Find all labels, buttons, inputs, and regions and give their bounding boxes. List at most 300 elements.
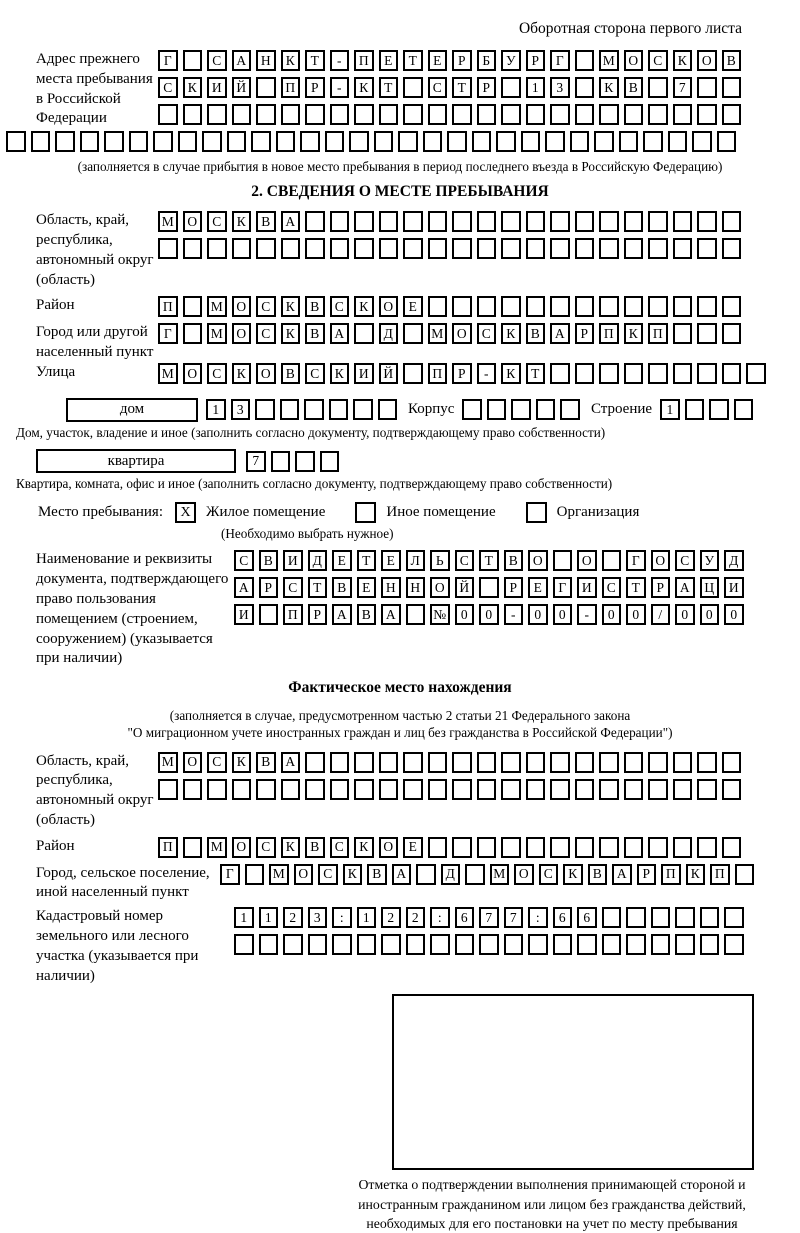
char-cell [599, 238, 619, 259]
char-cell [183, 50, 203, 71]
char-cell [305, 104, 325, 125]
char-cell [232, 779, 252, 800]
char-cell [330, 238, 350, 259]
char-cell [501, 211, 521, 232]
char-cell [280, 399, 300, 420]
city-row [158, 323, 794, 344]
char-cell: С [305, 363, 325, 384]
char-cell: Б [477, 50, 497, 71]
char-cell: 1 [259, 907, 279, 928]
char-cell: Е [332, 550, 352, 571]
char-cell: М [207, 323, 227, 344]
char-cell [550, 363, 570, 384]
char-cell: 1 [234, 907, 254, 928]
char-cell: М [428, 323, 448, 344]
char-cell [300, 131, 320, 152]
char-cell: Т [626, 577, 646, 598]
char-cell [648, 837, 668, 858]
char-cell: Й [232, 77, 252, 98]
char-cell: Е [428, 50, 448, 71]
char-cell: К [281, 50, 301, 71]
char-cell [353, 399, 373, 420]
char-cell: К [343, 864, 363, 885]
char-cell: О [577, 550, 597, 571]
char-cell: Г [553, 577, 573, 598]
char-cell [501, 104, 521, 125]
char-cell [624, 752, 644, 773]
char-cell [403, 238, 423, 259]
char-cell: М [158, 211, 178, 232]
char-cell [256, 77, 276, 98]
char-cell: С [539, 864, 559, 885]
char-cell [697, 323, 717, 344]
char-cell: М [269, 864, 289, 885]
char-cell: Р [651, 577, 671, 598]
char-cell [550, 837, 570, 858]
char-cell [354, 238, 374, 259]
char-cell [526, 752, 546, 773]
char-cell [423, 131, 443, 152]
char-cell [256, 238, 276, 259]
char-cell [575, 50, 595, 71]
char-cell [202, 131, 222, 152]
char-cell [550, 752, 570, 773]
char-cell: П [158, 296, 178, 317]
char-cell [325, 131, 345, 152]
char-cell [550, 296, 570, 317]
char-cell [734, 399, 754, 420]
char-cell: 0 [528, 604, 548, 625]
char-cell [305, 211, 325, 232]
actual-location-caption-2: "О миграционном учете иностранных граждан и лиц без гражданства в Российской Федерации") [127, 725, 673, 741]
char-cell [462, 399, 482, 420]
char-cell [354, 211, 374, 232]
char-cell [501, 837, 521, 858]
char-cell [271, 451, 291, 472]
char-cell: У [700, 550, 720, 571]
char-cell [305, 779, 325, 800]
char-cell [354, 752, 374, 773]
stay-type-option-organization: Организация [556, 504, 640, 521]
char-cell [648, 211, 668, 232]
char-cell [477, 104, 497, 125]
char-cell [452, 779, 472, 800]
char-cell [673, 837, 693, 858]
char-cell [526, 104, 546, 125]
char-cell [501, 238, 521, 259]
char-cell [599, 211, 619, 232]
char-cell [697, 104, 717, 125]
char-cell [330, 752, 350, 773]
char-cell [722, 323, 742, 344]
char-cell: Н [406, 577, 426, 598]
char-cell [207, 104, 227, 125]
char-cell: О [528, 550, 548, 571]
house-row [66, 398, 794, 422]
page-side-note: Оборотная сторона первого листа [518, 20, 742, 37]
char-cell: 1 [660, 399, 680, 420]
char-cell: Д [308, 550, 328, 571]
char-cell [80, 131, 100, 152]
char-cell: Т [379, 77, 399, 98]
char-cell [624, 104, 644, 125]
char-cell [673, 296, 693, 317]
char-cell [477, 779, 497, 800]
char-cell [697, 211, 717, 232]
char-cell: В [504, 550, 524, 571]
char-cell [320, 451, 340, 472]
char-cell [403, 363, 423, 384]
actual-city-label: Город, сельское поселение, иной населенный пункт [36, 864, 210, 901]
char-cell [330, 779, 350, 800]
char-cell [452, 238, 472, 259]
char-cell: С [330, 296, 350, 317]
char-cell: О [294, 864, 314, 885]
char-cell [697, 752, 717, 773]
char-cell: В [526, 323, 546, 344]
actual-district-block [6, 837, 794, 864]
stroenie-cells [660, 399, 758, 420]
char-cell: О [183, 363, 203, 384]
char-cell [673, 752, 693, 773]
char-cell: Р [575, 323, 595, 344]
city-label: Город или другой населенный пункт [36, 324, 154, 361]
char-cell [700, 934, 720, 955]
char-cell: Р [526, 50, 546, 71]
char-cell [709, 399, 729, 420]
char-cell [521, 131, 541, 152]
char-cell: С [207, 50, 227, 71]
char-cell [158, 238, 178, 259]
char-cell [735, 864, 755, 885]
char-cell [594, 131, 614, 152]
char-cell [245, 864, 265, 885]
char-cell: 2 [406, 907, 426, 928]
char-cell [697, 363, 717, 384]
char-cell: О [452, 323, 472, 344]
char-cell [577, 934, 597, 955]
char-cell [428, 837, 448, 858]
char-cell [501, 752, 521, 773]
char-cell: О [624, 50, 644, 71]
char-cell [722, 238, 742, 259]
char-cell [55, 131, 75, 152]
char-cell [624, 363, 644, 384]
char-cell: И [577, 577, 597, 598]
char-cell [511, 399, 531, 420]
char-cell [452, 752, 472, 773]
char-cell: С [207, 752, 227, 773]
char-cell [624, 296, 644, 317]
prev-address-row-1 [158, 50, 794, 71]
char-cell: П [281, 77, 301, 98]
char-cell: 3 [231, 399, 251, 420]
char-cell [430, 934, 450, 955]
char-cell: П [599, 323, 619, 344]
char-cell [570, 131, 590, 152]
char-cell: 7 [246, 451, 266, 472]
actual-city-row [220, 864, 794, 885]
char-cell: В [332, 577, 352, 598]
char-cell [479, 934, 499, 955]
char-cell [526, 211, 546, 232]
char-cell [673, 779, 693, 800]
stay-type-checkbox-residential: X [175, 502, 196, 523]
char-cell [477, 752, 497, 773]
char-cell: О [514, 864, 534, 885]
char-cell [599, 752, 619, 773]
char-cell [575, 77, 595, 98]
prev-address-row-3 [158, 104, 794, 125]
char-cell [700, 907, 720, 928]
char-cell: К [354, 837, 374, 858]
char-cell: В [357, 604, 377, 625]
char-cell [379, 752, 399, 773]
char-cell [626, 907, 646, 928]
char-cell [501, 779, 521, 800]
char-cell: С [602, 577, 622, 598]
char-cell [6, 131, 26, 152]
char-cell [259, 934, 279, 955]
char-cell [428, 211, 448, 232]
char-cell [504, 934, 524, 955]
char-cell: К [281, 837, 301, 858]
char-cell [183, 104, 203, 125]
char-cell [357, 934, 377, 955]
district-row [158, 296, 794, 317]
actual-region-label: Область, край, республика, автономный округ (область) [36, 752, 154, 828]
city-block [6, 323, 794, 363]
char-cell: С [256, 296, 276, 317]
char-cell [648, 363, 668, 384]
char-cell: В [259, 550, 279, 571]
char-cell: Р [504, 577, 524, 598]
char-cell: О [183, 752, 203, 773]
char-cell [332, 934, 352, 955]
stay-type-caption: (Необходимо выбрать нужное) [221, 526, 394, 542]
char-cell: 0 [553, 604, 573, 625]
char-cell: А [232, 50, 252, 71]
char-cell: К [501, 363, 521, 384]
korpus-cells [462, 399, 585, 420]
char-cell [379, 238, 399, 259]
char-cell [722, 211, 742, 232]
char-cell [675, 907, 695, 928]
char-cell [624, 211, 644, 232]
char-cell [602, 550, 622, 571]
char-cell: Й [455, 577, 475, 598]
char-cell: Н [381, 577, 401, 598]
char-cell [673, 211, 693, 232]
char-cell [717, 131, 737, 152]
char-cell [354, 323, 374, 344]
char-cell: М [490, 864, 510, 885]
house-cells [206, 399, 402, 420]
char-cell: Г [158, 50, 178, 71]
char-cell [232, 238, 252, 259]
apartment-field-box: квартира [36, 449, 236, 473]
char-cell: А [612, 864, 632, 885]
char-cell: К [673, 50, 693, 71]
char-cell: И [283, 550, 303, 571]
char-cell [207, 238, 227, 259]
char-cell [227, 131, 247, 152]
char-cell [378, 399, 398, 420]
actual-region-block [6, 752, 794, 831]
char-cell [379, 104, 399, 125]
char-cell: Д [379, 323, 399, 344]
char-cell [428, 104, 448, 125]
char-cell [722, 837, 742, 858]
char-cell [308, 934, 328, 955]
char-cell [452, 211, 472, 232]
char-cell: У [501, 50, 521, 71]
char-cell [697, 779, 717, 800]
char-cell [545, 131, 565, 152]
char-cell [599, 837, 619, 858]
char-cell [349, 131, 369, 152]
char-cell: А [330, 323, 350, 344]
prev-address-rows [158, 50, 794, 131]
char-cell [624, 779, 644, 800]
char-cell: Ь [430, 550, 450, 571]
char-cell: К [501, 323, 521, 344]
korpus-label: Корпус [408, 401, 455, 418]
char-cell: А [675, 577, 695, 598]
char-cell [259, 604, 279, 625]
char-cell: К [354, 296, 374, 317]
char-cell: Е [403, 837, 423, 858]
stroenie-label: Строение [590, 401, 653, 418]
char-cell [374, 131, 394, 152]
char-cell: М [207, 296, 227, 317]
char-cell [281, 104, 301, 125]
char-cell [428, 238, 448, 259]
char-cell [428, 296, 448, 317]
char-cell [178, 131, 198, 152]
char-cell [406, 604, 426, 625]
char-cell: 6 [455, 907, 475, 928]
char-cell: Д [724, 550, 744, 571]
char-cell [330, 211, 350, 232]
char-cell [305, 238, 325, 259]
document-row-1 [234, 550, 794, 571]
char-cell: : [528, 907, 548, 928]
char-cell: 2 [381, 907, 401, 928]
char-cell [599, 104, 619, 125]
char-cell: С [455, 550, 475, 571]
char-cell: В [305, 837, 325, 858]
char-cell [452, 296, 472, 317]
char-cell [560, 399, 580, 420]
char-cell [379, 211, 399, 232]
char-cell: В [281, 363, 301, 384]
region-row-1 [158, 211, 794, 232]
char-cell: А [392, 864, 412, 885]
char-cell: Е [379, 50, 399, 71]
char-cell [599, 779, 619, 800]
char-cell: В [624, 77, 644, 98]
char-cell [550, 211, 570, 232]
char-cell: О [232, 323, 252, 344]
stay-type-label: Место пребывания: [38, 504, 163, 521]
char-cell: Р [452, 50, 472, 71]
char-cell: К [330, 363, 350, 384]
char-cell: М [158, 363, 178, 384]
char-cell [398, 131, 418, 152]
char-cell [648, 296, 668, 317]
char-cell: / [651, 604, 671, 625]
apartment-caption: Квартира, комната, офис и иное (заполнить согласно документу, подтверждающему право собственности) [16, 476, 613, 492]
char-cell: С [207, 211, 227, 232]
char-cell: Т [526, 363, 546, 384]
prev-address-caption: (заполняется в случае прибытия в новое место пребывания в период последнего въезда в Российскую Федерацию) [77, 159, 723, 174]
char-cell: О [379, 837, 399, 858]
actual-location-title: Фактическое место нахождения [288, 679, 512, 697]
stay-type-checkbox-organization [526, 502, 547, 523]
char-cell [602, 907, 622, 928]
actual-district-label: Район [36, 837, 75, 854]
char-cell: Р [305, 77, 325, 98]
char-cell: К [232, 752, 252, 773]
char-cell: А [332, 604, 352, 625]
char-cell [722, 77, 742, 98]
char-cell [428, 779, 448, 800]
char-cell [183, 323, 203, 344]
char-cell: М [599, 50, 619, 71]
char-cell: И [234, 604, 254, 625]
section2-title: 2. СВЕДЕНИЯ О МЕСТЕ ПРЕБЫВАНИЯ [251, 183, 549, 201]
char-cell [648, 779, 668, 800]
mark-section [6, 994, 794, 1232]
prev-address-label: Адрес прежнего места пребывания в Российской Федерации [36, 51, 153, 127]
char-cell [403, 77, 423, 98]
char-cell [295, 451, 315, 472]
house-field-box: дом [66, 398, 198, 422]
char-cell [722, 296, 742, 317]
char-cell [550, 238, 570, 259]
char-cell [158, 104, 178, 125]
char-cell: - [577, 604, 597, 625]
char-cell [452, 104, 472, 125]
stay-type-option-other: Иное помещение [386, 504, 496, 521]
char-cell [379, 779, 399, 800]
region-block [6, 211, 794, 290]
prev-address-row-2 [158, 77, 794, 98]
char-cell [381, 934, 401, 955]
document-row-3 [234, 604, 794, 625]
char-cell [129, 131, 149, 152]
char-cell: К [686, 864, 706, 885]
char-cell [550, 779, 570, 800]
char-cell: С [283, 577, 303, 598]
char-cell: - [330, 50, 350, 71]
char-cell [651, 907, 671, 928]
char-cell [403, 104, 423, 125]
char-cell: 0 [455, 604, 475, 625]
char-cell [648, 238, 668, 259]
char-cell [255, 399, 275, 420]
char-cell [403, 211, 423, 232]
char-cell [406, 934, 426, 955]
char-cell: - [504, 604, 524, 625]
char-cell: 1 [206, 399, 226, 420]
char-cell: К [281, 323, 301, 344]
char-cell: : [332, 907, 352, 928]
char-cell [183, 296, 203, 317]
house-caption: Дом, участок, владение и иное (заполнить согласно документу, подтверждающему право собственности) [16, 424, 606, 440]
char-cell: Е [381, 550, 401, 571]
